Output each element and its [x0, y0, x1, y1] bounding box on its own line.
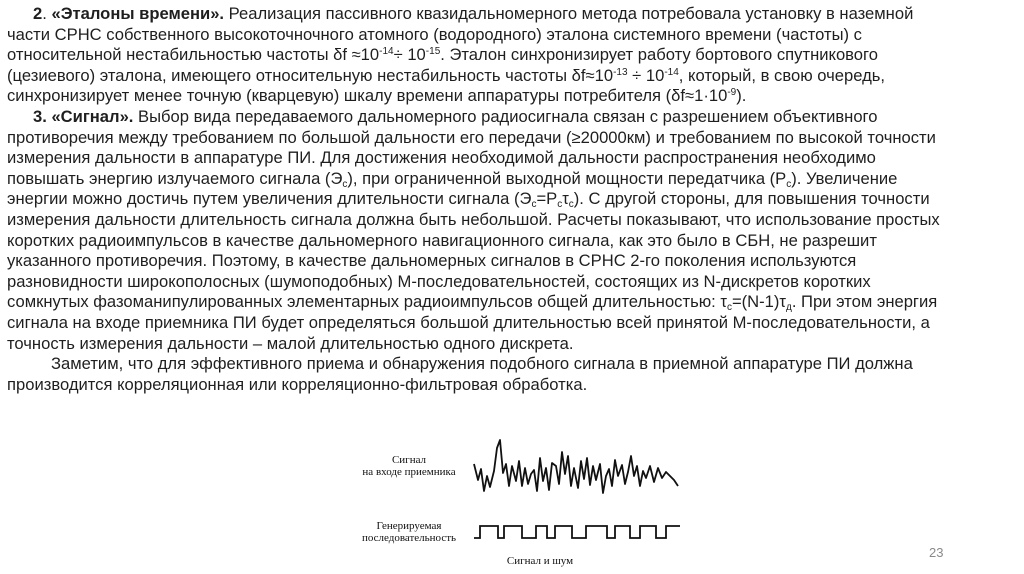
text-line: производится корреляционная или корреляционно-фильтровая обработка.	[7, 374, 588, 394]
text-line: синхронизирует менее точную (кварцевую) шкалу времени аппаратуры потребителя $(\delta f\approx 1\cdot 10^{-9})$.	[7, 86, 747, 106]
text-line: сомкнутых фазоманипулированных элементарных радиоимпульсов общей длительностью: $\tau_с=(N-1)\tau_д$. При этом энергия	[7, 292, 938, 314]
signal-figure	[350, 436, 690, 572]
text-line: сигнала на входе приемника ПИ будет определяться большой длительностью всей принятой М-последовательности, а	[7, 312, 930, 332]
sequence-label: Генерируемая последовательность	[361, 520, 457, 544]
text-line: части СРНС собственного высокоточночного атомного (водородного) эталона системного времени (частоты) с	[7, 24, 862, 44]
text-line: точность измерения дальности – малой длительностью одного дискрета.	[7, 333, 574, 353]
section-number: 2	[33, 4, 43, 23]
signal-noise-waveform	[350, 436, 690, 572]
text-line: повышать энергию излучаемого сигнала $(Э_с)$, при ограниченной выходной мощности передатчика $(Р_с)$. Увеличение	[7, 168, 898, 190]
slide-text	[7, 4, 1017, 395]
text-line: разновидности широкополосных (шумоподобных) М-последовательностей, состоящих из N-дискретов коротких	[7, 271, 871, 291]
text-line: энергии можно достичь путем увеличения длительности сигнала $(Э_с=Р_с\tau_с)$. С другой стороны, для повышения точности	[7, 189, 930, 211]
text-line: указанного противоречия. Поэтому, в качестве дальномерных сигналов в СРНС 2-го поколения используются	[7, 251, 857, 271]
paragraph-note: Заметим, что для эффективного приема и обнаружения подобного сигнала в приемной аппаратуре ПИ должна	[51, 354, 913, 374]
text-run: Реализация пассивного квазидальномерного метода потребовала установку в наземной	[228, 4, 914, 23]
paragraph-etalons: 2. «Эталоны времени». Реализация пассивного квазидальномерного метода потребовала установку в наземной	[33, 4, 914, 23]
text-line: (цезиевого) эталона, имеющего относительную нестабильность частоты $\delta f\approx 10^{-13} \div 10^{-14}$, который, в свою очередь,	[7, 65, 886, 85]
text-line: коротких радиоимпульсов в качестве дальномерного навигационного сигнала, как это было в СБН, не разрешит	[7, 230, 877, 250]
generated-sequence-line	[474, 526, 680, 538]
section-heading-etalons: «Эталоны времени».	[51, 4, 225, 23]
signal-label: Сигнал на входе приемника	[362, 454, 456, 478]
page-number: 23	[929, 545, 944, 560]
paragraph-signal	[7, 107, 1017, 128]
section-heading-signal: 3. «Сигнал».	[33, 106, 134, 126]
text-line: измерения дальности длительность сигнала должна быть небольшой. Расчеты показывают, что использование простых	[7, 209, 940, 229]
text-line: противоречия между требованием по большой дальности его передачи (≥20000км) и требованием по высокой точности	[7, 127, 936, 147]
text-line: измерения дальности в аппаратуре ПИ. Для достижения необходимой дальности распространения необходимо	[7, 148, 876, 168]
text-run: Выбор вида передаваемого дальномерного радиосигнала связан с разрешением объективного	[138, 106, 878, 126]
figure-caption: Сигнал и шум	[506, 555, 574, 567]
noisy-signal-line	[474, 440, 678, 493]
text-line: относительной нестабильностью частоты $\delta f \approx 10^{-14}\div 10^{-15}$. Эталон синхронизирует работу бортового спутникового	[7, 45, 878, 65]
